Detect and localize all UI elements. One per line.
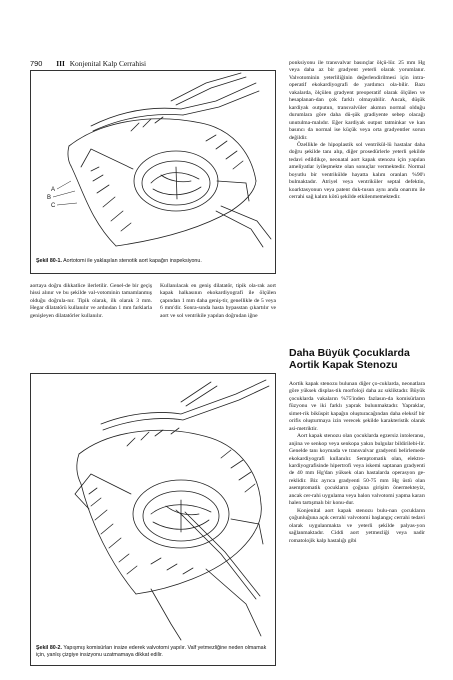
figure-80-2-caption-label: Şekil 80-2. [36, 645, 62, 651]
paragraph: ponksiyonu ile transvalvar basınçlar ölçü-lür. 25 mm Hg veya daha az bir gradyent yeterli olarak yorumlanır. Valvotominin yeterliliğinin değerlendirilmesi için intra-operatif ekokardiyografi de yardımcı ola-bilir. Bazı vakalarda, ölçülen gradyent preoperatif olarak ölçülen ve hesaplanan-dan çok farklı olmayabilir. Ancak, düşük kardiyak outputun, transvalvüler akımın normal olduğu durumlara göre daha dü-şük gradiyente sebep olacağı unutulma-malıdır. Eğer kardiyak output tatminkar ve kan basıncı da normal ise küçük veya orta gradyentler sorun değildir. [289, 60, 425, 141]
paragraph: Özellikle de hipoplastik sol ventrikül-lü hastalar daha doğru şekilde tanı alıp, diğer prosedürlerle yeterli şekilde tedavi edildikçe, neonatal aort kapak stenozu için yapılan ameliyatlar iyileşmekte olan sonuçlar vermektedir. Normal boyutlu bir ventrikülde hayatta kalım oranları %90'ı bulmaktadır. Atriyel veya ventriküler septal defektin, koarktasyonun veya patent duk-tusun aynı anda onarımı ile cerrahi sağ kalım kötü şekilde etkilenmemektedir. [289, 141, 425, 201]
figure-80-1-caption-label: Şekil 80-1. [36, 258, 62, 264]
running-header [30, 59, 146, 68]
figure-80-1 [30, 70, 276, 274]
paragraph: Aort kapak stenozu olan çocuklarda egzersiz intoleransı, anjina ve senkop veya senkopa yakın bulgular bildirilebi-lir. Genelde tanı koymada ve transvalvar gradyenti belirlemede ekokardiyografi kullanılır. Semptomatik olan, elektro-kardiyografisinde hipertrofi veya iskemi saptanan gradyenti de 40 mm Hg'dan yüksek olan hastalarda operasyon ge-reklidir. Biz ayrıca gradyenti 50-75 mm Hg üstü olan asemptomatik çocukların çoğuna girişim önermekteyiz, ancak cer-rahi uygulama veya balon valvotomi yapma kararı halen tartışmalı bir konu-dur. [289, 433, 425, 507]
figure-80-2-caption [36, 645, 272, 659]
figure-80-1-label-a: A [51, 187, 56, 193]
section-title: Konjenital Kalp Cerrahisi [69, 59, 147, 68]
right-column-text-bottom [289, 381, 425, 545]
paragraph: Konjenital aort kapak stenozu bulu-nan çocukların çoğunluğuna açık cerrahi valvotomi başlangıç cerrahi tedavi olarak uygulanmakta ve yeterli şekilde palyas-yon sağlanmaktadır. Ciddi aort yetmezliği veya nadir romatolojik kalp hastalığı gibi [289, 507, 425, 544]
section-heading: Daha Büyük Çocuklarda Aortik Kapak Stenozu [289, 347, 410, 371]
figure-80-1-caption [36, 258, 272, 265]
figure-80-1-illustration [31, 71, 276, 274]
left-column-text-1 [30, 283, 152, 320]
figure-80-1-label-c: C [51, 203, 56, 209]
figure-80-2 [30, 373, 276, 666]
figure-80-2-caption-text: Yapışmış komisürları insize ederek valvotomi yapılır. Valf yetmezliğine neden olmamak için, yanlış çizgiye insizyonu uzatmamaya dikkat edilir. [36, 645, 267, 658]
figure-80-1-caption-text: Aortotomi ile yaklaşılan stenotik aort kapağın inspeksiyonu. [63, 258, 202, 264]
paragraph: aortaya doğru dikkatlice ilerletilir. Genel-de bir geçiş hissi alınır ve bu şekilde val-votominin tamamlanmış olduğu doğrula-nır. Tipik olarak, ilk olarak 3 mm. Hegar dilatatörü kullanılır ve ardından 1 mm farklarla genişleyen dilatatörler kullanılır. [30, 283, 152, 319]
figure-80-1-label-b: B [47, 195, 52, 201]
left-column-text-2 [160, 283, 276, 320]
section-number: III [56, 59, 65, 68]
paragraph: Aortik kapak stenozu bulunan diğer ço-cuklarda, neonatlara göre yüksek displas-tik morfoloji daha az sıkliktadır. Büyük çocuklarda vakaların %75'inden fazlasın-da komisürların füzyonu ve iki farklı yaprak bulunmaktadır. Yapraklar, simet-rik biküspit kapağın oluşturacağından daha eleksif bir orifis oluşturmaya izin verecek şekilde karakteristik olarak asi-metriktir. [289, 381, 425, 432]
figure-80-2-illustration [31, 374, 276, 666]
paragraph: Kullanılacak en geniş dilatatör, tipik ola-rak aort kapak halkasının ekokardiyografi ile ölçülen çapından 1 mm daha geniş-tir, genellikle de 5 veya 6 mm'dir. Sonra-sında hasta bypasstan çıkartılır ve aort ve sol ventrikile yapılan doğrudan iğne [160, 283, 276, 319]
right-column-text-top [289, 60, 425, 202]
page-number: 790 [30, 59, 43, 68]
